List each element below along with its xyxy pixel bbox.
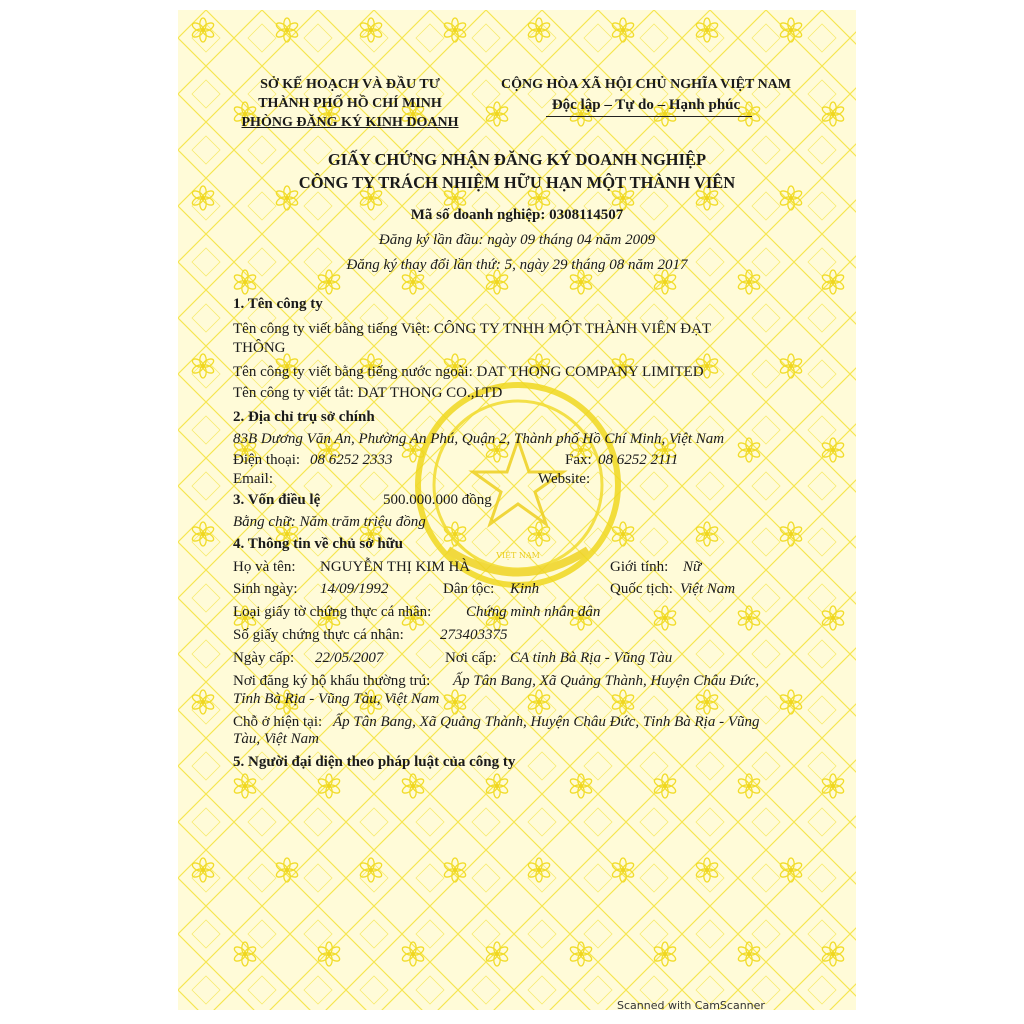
permanent-residence-label: Nơi đăng ký hộ khẩu thường trú: [233,673,431,689]
section-owner-heading: 4. Thông tin về chủ sở hữu [233,536,404,552]
website-label: Website: [538,471,591,487]
change-registration-date: Đăng ký thay đổi lần thứ: 5, ngày 29 tháng 08 năm 2017 [346,257,688,273]
issue-place-value: CA tỉnh Bà Rịa - Vũng Tàu [510,650,673,666]
company-short-name: Tên công ty viết tắt: DAT THONG CO.,LTD [233,385,503,401]
phone-value: 08 6252 2333 [310,452,393,468]
header-department: SỞ KẾ HOẠCH VÀ ĐẦU TƯ [260,77,440,92]
header-city: THÀNH PHỐ HỒ CHÍ MINH [258,96,442,111]
charter-capital-in-words: Bằng chữ: Năm trăm triệu đồng [233,514,426,530]
owner-name-label: Họ và tên: [233,559,296,575]
emblem-text: VIỆT NAM [496,551,540,560]
fax-label: Fax: [565,452,592,468]
camscanner-watermark: Scanned with CamScanner [617,999,765,1012]
id-type-label: Loại giấy tờ chứng thực cá nhân: [233,604,432,620]
current-residence-line1: Ấp Tân Bang, Xã Quảng Thành, Huyện Châu Đức, Tỉnh Bà Rịa - Vũng [333,714,760,730]
charter-capital-amount: 500.000.000 đồng [383,492,492,508]
issue-place-label: Nơi cấp: [445,650,497,666]
fax-value: 08 6252 2111 [598,452,679,468]
header-republic: CỘNG HÒA XÃ HỘI CHỦ NGHĨA VIỆT NAM [500,77,791,92]
id-number-value: 273403375 [440,627,508,643]
head-office-address: 83B Dương Văn An, Phường An Phú, Quận 2, Thành phố Hồ Chí Minh, Việt Nam [233,431,725,447]
permanent-residence-line2: Tỉnh Bà Rịa - Vũng Tàu, Việt Nam [233,691,440,707]
company-name-vietnamese: Tên công ty viết bằng tiếng Việt: CÔNG TY TNHH MỘT THÀNH VIÊN ĐẠT [233,321,712,337]
section-company-name-heading: 1. Tên công ty [233,296,323,312]
dob-value: 14/09/1992 [320,581,389,597]
gender-value: Nữ [683,559,702,575]
issue-date-label: Ngày cấp: [233,650,295,666]
section-address-heading: 2. Địa chỉ trụ sở chính [233,409,375,425]
permanent-residence-line1: Ấp Tân Bang, Xã Quảng Thành, Huyện Châu Đức, [453,673,760,689]
section-legal-representative-heading: 5. Người đại diện theo pháp luật của công ty [233,754,516,770]
header-office: PHÒNG ĐĂNG KÝ KINH DOANH [241,115,459,130]
dob-label: Sinh ngày: [233,581,298,597]
ethnicity-value: Kinh [510,581,540,597]
current-residence-label: Chỗ ở hiện tại: [233,714,323,730]
certificate-title: GIẤY CHỨNG NHẬN ĐĂNG KÝ DOANH NGHIỆP [327,150,707,169]
company-type-title: CÔNG TY TRÁCH NHIỆM HỮU HẠN MỘT THÀNH VIÊN [298,173,736,192]
section-capital-heading: 3. Vốn điều lệ [233,492,321,508]
id-number-label: Số giấy chứng thực cá nhân: [233,627,404,643]
phone-label: Điện thoại: [233,452,301,468]
current-residence-line2: Tàu, Việt Nam [233,731,319,747]
id-type-value: Chứng minh nhân dân [466,604,601,620]
company-name-vietnamese-cont: THÔNG [233,340,286,356]
company-name-foreign: Tên công ty viết bằng tiếng nước ngoài: DAT THONG COMPANY LIMITED [233,364,704,380]
enterprise-code: Mã số doanh nghiệp: 0308114507 [410,207,624,223]
nationality-label: Quốc tịch: [610,581,673,597]
motto-underline [546,116,752,117]
header-motto: Độc lập – Tự do – Hạnh phúc [551,97,741,113]
email-label: Email: [233,471,273,487]
issue-date-value: 22/05/2007 [315,650,384,666]
first-registration-date: Đăng ký lần đầu: ngày 09 tháng 04 năm 2009 [378,232,656,248]
ethnicity-label: Dân tộc: [443,581,495,597]
gender-label: Giới tính: [610,559,669,575]
certificate-paper [178,10,856,1010]
nationality-value: Việt Nam [680,581,736,597]
owner-name: NGUYỄN THỊ KIM HÀ [320,559,471,575]
